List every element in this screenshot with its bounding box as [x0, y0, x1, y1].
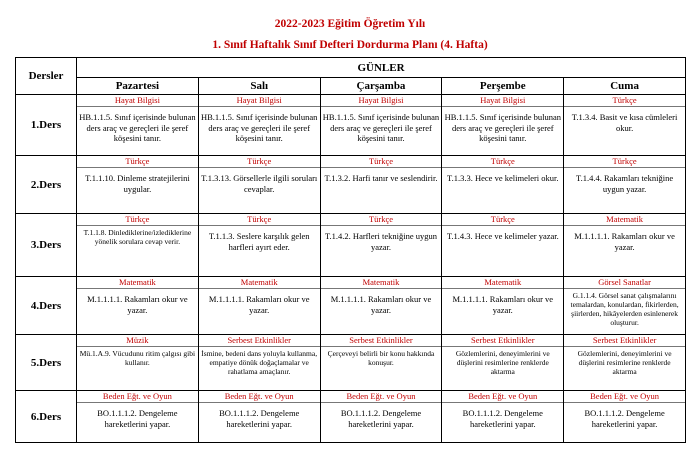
lesson-cell	[320, 156, 442, 214]
objective-text: HB.1.1.5. Sınıf içerisinde bulunan ders araç ve gereçleri ile şeref köşesini tanır.	[322, 112, 440, 143]
lesson-label: 2.Ders	[16, 156, 77, 214]
lesson-cell	[564, 335, 686, 391]
lesson-cell	[564, 156, 686, 214]
objective-text: T.1.3.4. Basit ve kısa cümleleri okur.	[571, 112, 678, 133]
header-row-gunler	[16, 58, 686, 78]
subject-label: Beden Eğt. ve Oyun	[199, 391, 320, 403]
objective-text: T.1.1.10. Dinleme stratejilerini uygular.	[85, 173, 190, 194]
lesson-cell	[442, 335, 564, 391]
objective-text: T.1.1.8. Dinlediklerine/izlediklerine yönelik sorulara cevap verir.	[83, 228, 192, 246]
lesson-row	[16, 335, 686, 391]
header-row-days	[16, 78, 686, 95]
document-title-year: 2022-2023 Eğitim Öğretim Yılı	[274, 18, 426, 30]
objective-text: BO.1.1.1.2. Dengeleme hareketlerini yapar.	[219, 408, 300, 429]
lesson-label: 1.Ders	[16, 95, 77, 156]
lesson-cell	[198, 335, 320, 391]
lesson-cell	[564, 277, 686, 335]
objective-text: M.1.1.1.1. Rakamları okur ve yazar.	[330, 294, 432, 315]
subject-label: Matematik	[199, 277, 320, 289]
lesson-cell	[442, 214, 564, 277]
objective-text: T.1.3.13. Görsellerle ilgili soruları cevaplar.	[201, 173, 318, 194]
subject-label: Hayat Bilgisi	[442, 95, 563, 107]
lesson-cell	[442, 391, 564, 443]
lesson-cell	[198, 391, 320, 443]
objective-text: BO.1.1.1.2. Dengeleme hareketlerini yapar.	[340, 408, 422, 429]
objective-text: T.1.3.2. Harfi tanır ve seslendirir.	[324, 173, 438, 183]
subject-label: Hayat Bilgisi	[321, 95, 442, 107]
day-header-cuma: Cuma	[564, 78, 686, 95]
objective-text: G.1.1.4. Görsel sanat çalışmalarını temalardan, konulardan, fikirlerden, şiirlerden, hikâyelerden esinlenerek oluşturur.	[570, 291, 679, 327]
lesson-cell	[77, 391, 199, 443]
subject-label: Matematik	[77, 277, 198, 289]
objective-text: T.1.1.3. Seslere karşılık gelen harfleri ayırt eder.	[208, 231, 310, 252]
objective-text: T.1.4.2. Harfleri tekniğine uygun yazar.	[325, 231, 437, 252]
lesson-cell	[442, 277, 564, 335]
lesson-cell	[77, 95, 199, 156]
subject-label: Serbest Etkinlikler	[442, 335, 563, 347]
lesson-cell	[77, 335, 199, 391]
subject-label: Beden Eğt. ve Oyun	[77, 391, 198, 403]
day-header-pazartesi: Pazartesi	[77, 78, 199, 95]
objective-text: T.1.4.4. Rakamları tekniğine uygun yazar.	[576, 173, 674, 194]
objective-text: Gözlemlerini, deneyimlerini ve düşlerini resimlerine renklerde aktarma	[455, 349, 550, 376]
lesson-cell	[442, 156, 564, 214]
lesson-cell	[77, 156, 199, 214]
subject-label: Türkçe	[199, 156, 320, 168]
lesson-cell	[320, 335, 442, 391]
subject-label: Türkçe	[77, 156, 198, 168]
objective-text: Gözlemlerini, deneyimlerini ve düşlerini resimlerine renklerde aktarma	[577, 349, 672, 376]
lesson-row	[16, 277, 686, 335]
objective-text: Mü.1.A.9. Vücudunu ritim çalgısı gibi kullanır.	[79, 349, 196, 367]
lesson-cell	[320, 391, 442, 443]
objective-text: BO.1.1.1.2. Dengeleme hareketlerini yapar.	[584, 408, 665, 429]
day-header-carsamba: Çarşamba	[320, 78, 442, 95]
objective-text: M.1.1.1.1. Rakamları okur ve yazar.	[208, 294, 310, 315]
subject-label: Matematik	[321, 277, 442, 289]
subject-label: Serbest Etkinlikler	[199, 335, 320, 347]
subject-label: Türkçe	[321, 156, 442, 168]
objective-text: BO.1.1.1.2. Dengeleme hareketlerini yapar.	[462, 408, 543, 429]
subject-label: Beden Eğt. ve Oyun	[442, 391, 563, 403]
lesson-cell	[320, 214, 442, 277]
lesson-cell	[564, 391, 686, 443]
day-header-persembe: Perşembe	[442, 78, 564, 95]
objective-text: Çerçeveyi belirli bir konu hakkında konuşur.	[327, 349, 435, 367]
lesson-label: 6.Ders	[16, 391, 77, 443]
lesson-cell	[198, 95, 320, 156]
day-header-sali: Salı	[198, 78, 320, 95]
subject-label: Matematik	[442, 277, 563, 289]
lesson-row	[16, 156, 686, 214]
column-header-dersler: Dersler	[16, 58, 77, 95]
subject-label: Serbest Etkinlikler	[321, 335, 442, 347]
lesson-row	[16, 391, 686, 443]
lesson-row	[16, 214, 686, 277]
objective-text: BO.1.1.1.2. Dengeleme hareketlerini yapar.	[97, 408, 178, 429]
subject-label: Türkçe	[321, 214, 442, 226]
subject-label: Türkçe	[442, 156, 563, 168]
objective-text: HB.1.1.5. Sınıf içerisinde bulunan ders araç ve gereçleri ile şeref köşesini tanır.	[79, 112, 196, 143]
subject-label: Müzik	[77, 335, 198, 347]
lesson-cell	[564, 95, 686, 156]
lesson-cell	[77, 214, 199, 277]
subject-label: Türkçe	[564, 95, 685, 107]
lesson-cell	[77, 277, 199, 335]
subject-label: Görsel Sanatlar	[564, 277, 685, 289]
subject-label: Türkçe	[77, 214, 198, 226]
lesson-cell	[564, 214, 686, 277]
objective-text: HB.1.1.5. Sınıf içerisinde bulunan ders araç ve gereçleri ile şeref köşesini tanır.	[444, 112, 561, 143]
subject-label: Serbest Etkinlikler	[564, 335, 685, 347]
lesson-label: 5.Ders	[16, 335, 77, 391]
lesson-label: 4.Ders	[16, 277, 77, 335]
subject-label: Beden Eğt. ve Oyun	[564, 391, 685, 403]
subject-label: Türkçe	[199, 214, 320, 226]
document-title-plan: 1. Sınıf Haftalık Sınıf Defteri Dordurma Planı (4. Hafta)	[212, 39, 488, 51]
lesson-cell	[442, 95, 564, 156]
lesson-label: 3.Ders	[16, 214, 77, 277]
subject-label: Matematik	[564, 214, 685, 226]
objective-text: M.1.1.1.1. Rakamları okur ve yazar.	[574, 231, 675, 252]
objective-text: M.1.1.1.1. Rakamları okur ve yazar.	[452, 294, 554, 315]
lesson-cell	[320, 95, 442, 156]
subject-label: Türkçe	[442, 214, 563, 226]
lesson-cell	[320, 277, 442, 335]
lesson-cell	[198, 214, 320, 277]
lesson-cell	[198, 277, 320, 335]
column-header-gunler: GÜNLER	[77, 58, 686, 78]
lesson-row	[16, 95, 686, 156]
objective-text: HB.1.1.5. Sınıf içerisinde bulunan ders araç ve gereçleri ile şeref köşesini tanır.	[201, 112, 318, 143]
lesson-cell	[198, 156, 320, 214]
objective-text: M.1.1.1.1. Rakamları okur ve yazar.	[87, 294, 188, 315]
subject-label: Hayat Bilgisi	[199, 95, 320, 107]
subject-label: Hayat Bilgisi	[77, 95, 198, 107]
objective-text: T.1.3.3. Hece ve kelimeleri okur.	[447, 173, 559, 183]
subject-label: Beden Eğt. ve Oyun	[321, 391, 442, 403]
objective-text: T.1.4.3. Hece ve kelimeler yazar.	[446, 231, 559, 241]
objective-text: İsmine, bedeni dans yoluyla kullanma, empatiye dönük doğaçlamalar ve rahatlama amaçlanır.	[201, 349, 318, 376]
subject-label: Türkçe	[564, 156, 685, 168]
schedule-table	[15, 57, 686, 443]
